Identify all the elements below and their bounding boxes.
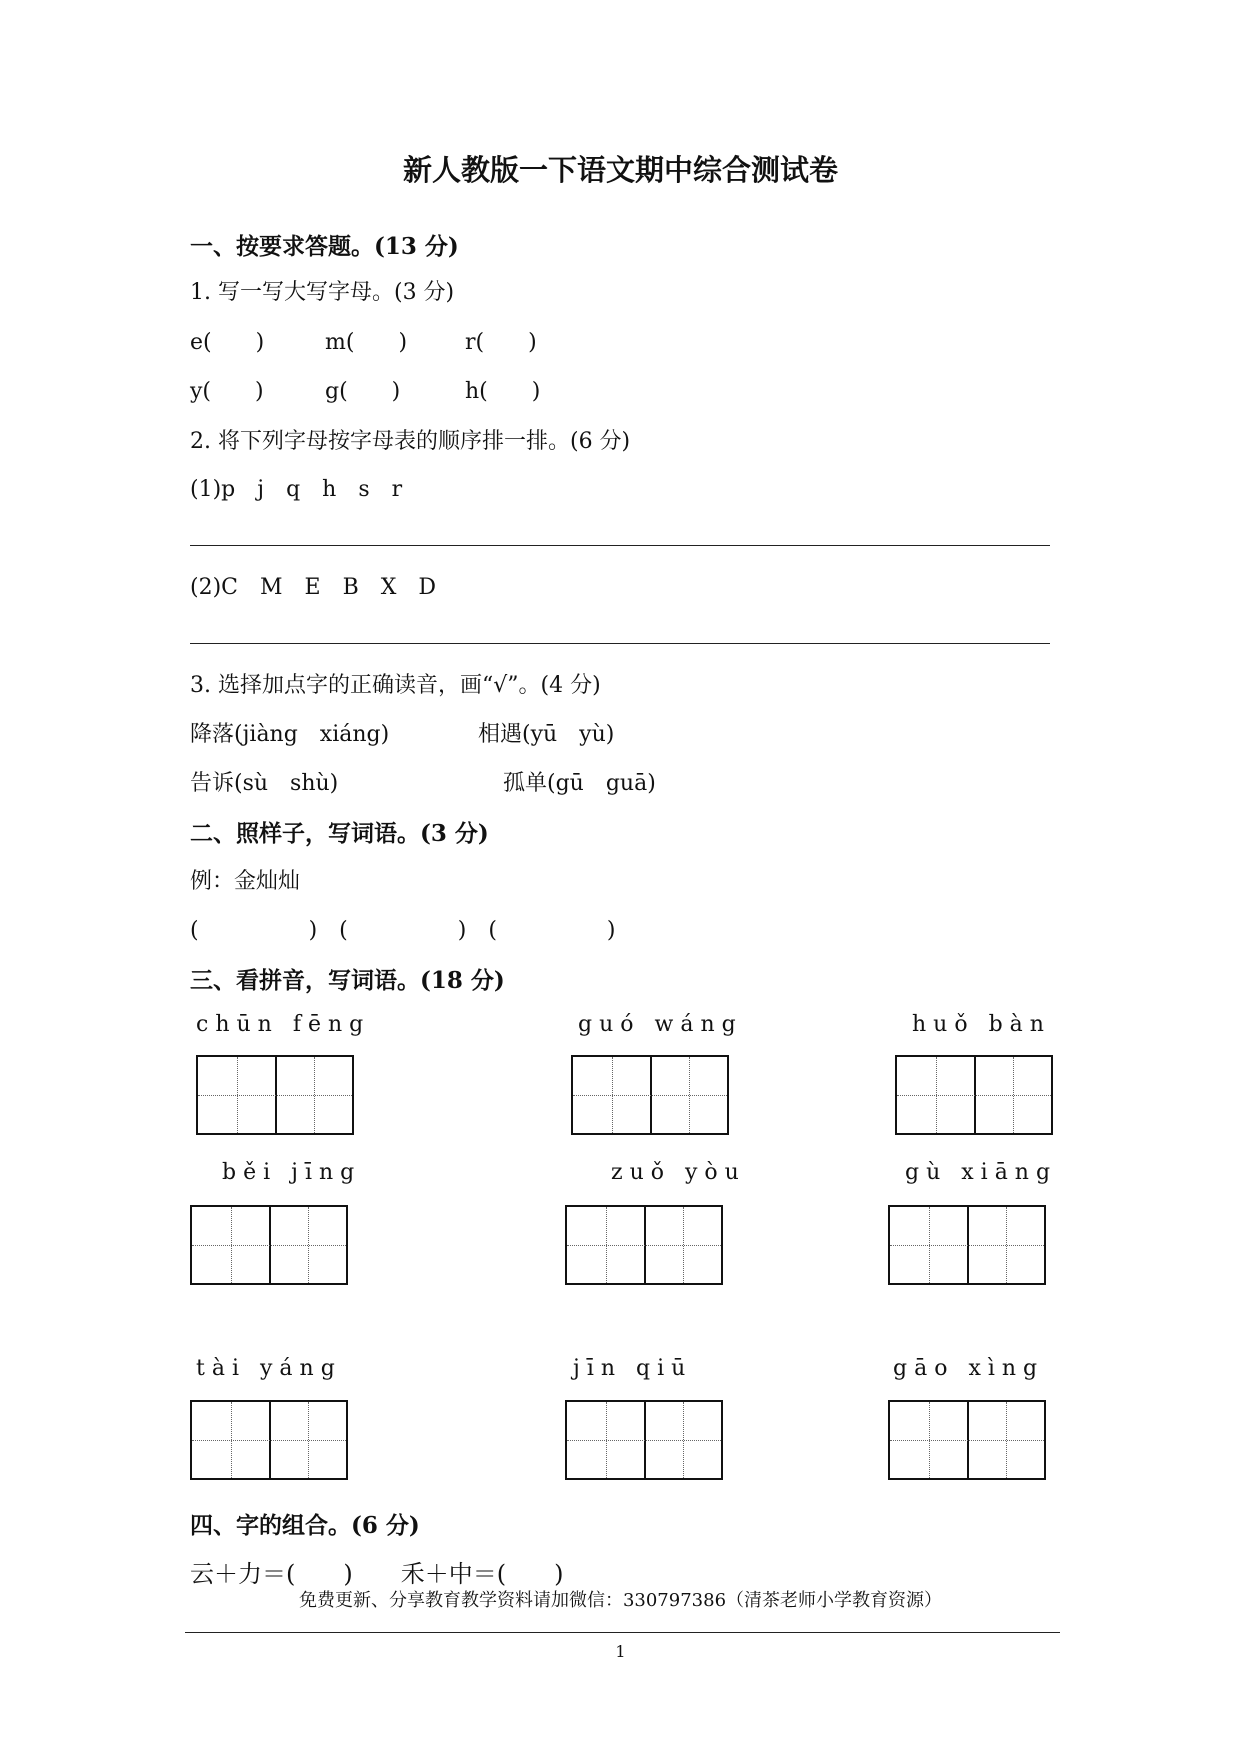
writing-grid[interactable] <box>888 1205 1046 1285</box>
reading-choice-3: 告诉(sù shù) <box>190 771 339 796</box>
letters-item-2: (2)C M E B X D <box>190 575 437 600</box>
pinyin-label: běi jīng <box>222 1160 362 1185</box>
pinyin-label: gāo xìng <box>893 1356 1045 1381</box>
example-word: 例：金灿灿 <box>190 869 301 894</box>
pinyin-label: guó wáng <box>578 1012 743 1037</box>
writing-grid[interactable] <box>196 1055 354 1135</box>
writing-grid[interactable] <box>190 1205 348 1285</box>
reading-choice-1: 降落(jiàng xiáng) <box>190 722 390 747</box>
character-combination: 云＋力＝( ) 禾＋中＝( ) <box>190 1560 564 1588</box>
pinyin-label: zuǒ yòu <box>611 1160 746 1185</box>
letters-item-1: (1)p j q h s r <box>190 477 403 502</box>
reading-choice-2: 相遇(yū yù) <box>478 722 615 747</box>
pinyin-label: jīn qiū <box>573 1356 693 1381</box>
question-1-label: 1. 写一写大写字母。(3 分) <box>190 280 455 305</box>
footer-note: 免费更新、分享教育教学资料请加微信：330797386（清茶老师小学教育资源） <box>298 1590 943 1611</box>
page-title: 新人教版一下语文期中综合测试卷 <box>402 153 838 187</box>
writing-grid[interactable] <box>565 1205 723 1285</box>
pinyin-label: huǒ bàn <box>912 1012 1051 1037</box>
page-number: 1 <box>615 1642 626 1661</box>
answer-line-2 <box>190 643 1050 644</box>
footer-divider <box>185 1632 1060 1633</box>
writing-grid[interactable] <box>888 1400 1046 1480</box>
writing-grid[interactable] <box>895 1055 1053 1135</box>
section-2-heading: 二、照样子，写词语。(3 分) <box>190 820 489 847</box>
section-4-heading: 四、字的组合。(6 分) <box>190 1512 420 1539</box>
uppercase-blank-y: y( ) <box>190 379 264 404</box>
writing-grid[interactable] <box>565 1400 723 1480</box>
pinyin-label: chūn fēng <box>196 1012 371 1037</box>
section-3-heading: 三、看拼音，写词语。(18 分) <box>190 967 505 994</box>
uppercase-blank-e: e( ) <box>190 330 265 355</box>
section-1-heading: 一、按要求答题。(13 分) <box>190 233 459 260</box>
uppercase-blank-r: r( ) <box>465 330 537 355</box>
answer-line-1 <box>190 545 1050 546</box>
uppercase-blank-g: g( ) <box>325 379 401 404</box>
writing-grid[interactable] <box>190 1400 348 1480</box>
uppercase-blank-m: m( ) <box>325 330 408 355</box>
pinyin-label: gù xiāng <box>905 1160 1058 1185</box>
reading-choice-4: 孤单(gū guā) <box>503 771 656 796</box>
uppercase-blank-h: h( ) <box>465 379 541 404</box>
question-3-label: 3. 选择加点字的正确读音，画“√”。(4 分) <box>190 673 601 698</box>
writing-grid[interactable] <box>571 1055 729 1135</box>
question-2-label: 2. 将下列字母按字母表的顺序排一排。(6 分) <box>190 429 631 454</box>
pinyin-label: tài yáng <box>196 1356 342 1381</box>
word-blanks: ( ) ( ) ( ) <box>190 918 616 943</box>
